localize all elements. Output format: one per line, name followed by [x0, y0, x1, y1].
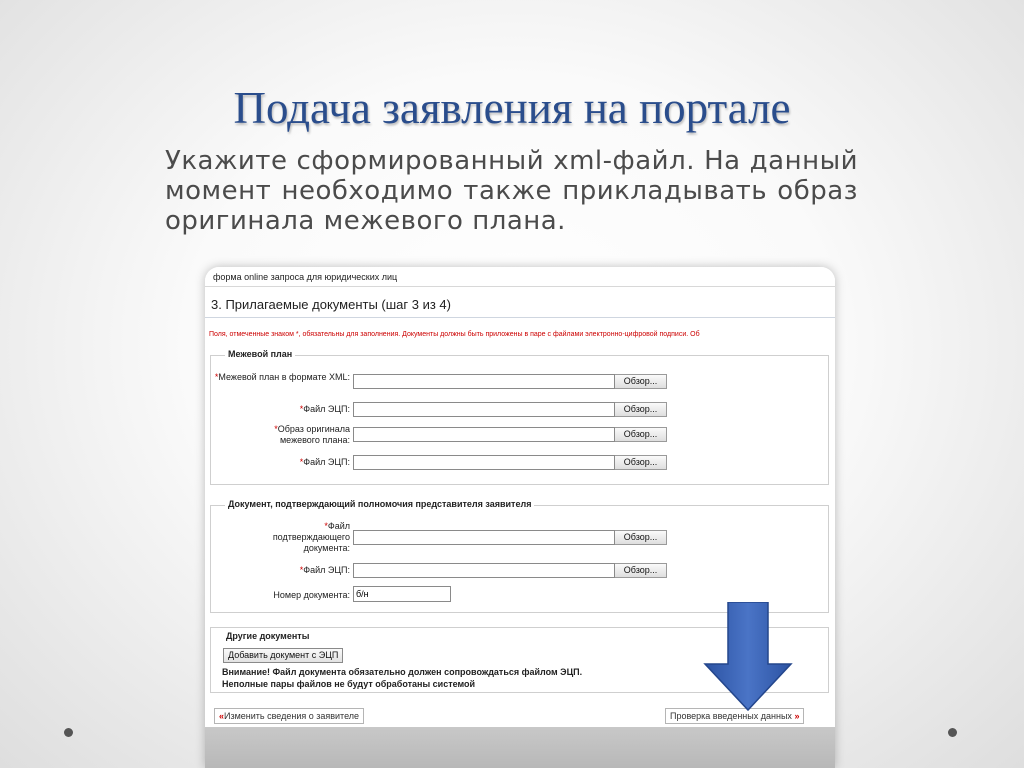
plan-image-file-input[interactable]	[353, 427, 615, 442]
down-arrow-icon	[703, 602, 793, 712]
reflection	[205, 727, 835, 768]
divider	[205, 286, 835, 287]
field-label: *Образ оригинала межевого плана:	[274, 424, 350, 445]
form-page	[205, 267, 835, 727]
form-screenshot	[205, 267, 835, 768]
back-arrow: «	[219, 711, 225, 721]
field-plan-signature	[211, 401, 830, 419]
divider	[205, 317, 835, 318]
bullet-dot	[64, 728, 73, 737]
field-label: *Файл подтверждающего документа:	[272, 521, 350, 553]
back-label: Изменить сведения о заявителе	[224, 711, 360, 721]
browse-button[interactable]: Обзор...	[615, 402, 667, 417]
field-label: *Файл ЭЦП:	[299, 404, 350, 414]
field-label: *Файл ЭЦП:	[299, 565, 350, 575]
browse-button[interactable]: Обзор...	[615, 374, 667, 389]
back-button[interactable]	[214, 708, 364, 724]
field-plan-image	[211, 424, 830, 446]
browse-button[interactable]: Обзор...	[615, 563, 667, 578]
plan-image-signature-file-input[interactable]	[353, 455, 615, 470]
browse-button[interactable]: Обзор...	[615, 530, 667, 545]
form-header: форма online запроса для юридических лиц	[213, 272, 398, 282]
field-plan-xml	[211, 372, 830, 394]
browse-button[interactable]: Обзор...	[615, 427, 667, 442]
fieldset-plan	[210, 349, 829, 485]
rep-document-file-input[interactable]	[353, 530, 615, 545]
warning-line: Внимание! Файл документа обязательно должен сопровождаться файлом ЭЦП.	[222, 667, 583, 677]
bullet-dot	[948, 728, 957, 737]
field-plan-image-signature	[211, 454, 830, 472]
field-rep-signature	[211, 562, 830, 580]
fieldset-legend: Документ, подтверждающий полномочия представителя заявителя	[225, 499, 534, 509]
field-label: *Файл ЭЦП:	[299, 457, 350, 467]
field-rep-document	[211, 521, 830, 557]
field-label: *Межевой план в формате XML:	[214, 372, 350, 382]
add-document-button[interactable]: Добавить документ с ЭЦП	[223, 648, 343, 663]
fieldset-legend: Межевой план	[225, 349, 295, 359]
browse-button[interactable]: Обзор...	[615, 455, 667, 470]
required-note: Поля, отмеченные знаком *, обязательны для заполнения. Документы должны быть приложены в паре с файлами электронно-цифровой подписи. Об	[209, 331, 700, 338]
document-number-input[interactable]: б/н	[353, 586, 451, 602]
fieldset-representative	[210, 499, 829, 613]
step-title: 3. Прилагаемые документы (шаг 3 из 4)	[211, 297, 451, 312]
field-label: Номер документа:	[273, 590, 350, 600]
slide-title: Подача заявления на портале	[233, 83, 791, 133]
next-arrow: »	[794, 711, 800, 721]
fieldset-legend: Другие документы	[223, 631, 312, 641]
warning-text	[222, 666, 582, 690]
next-label: Проверка введенных данных	[670, 711, 792, 721]
plan-signature-file-input[interactable]	[353, 402, 615, 417]
slide-body: Укажите сформированный xml-файл. На данный момент необходимо также прикладывать образ оригинала межевого плана.	[165, 146, 858, 236]
plan-xml-file-input[interactable]	[353, 374, 615, 389]
rep-signature-file-input[interactable]	[353, 563, 615, 578]
warning-line: Неполные пары файлов не будут обработаны системой	[222, 679, 476, 689]
